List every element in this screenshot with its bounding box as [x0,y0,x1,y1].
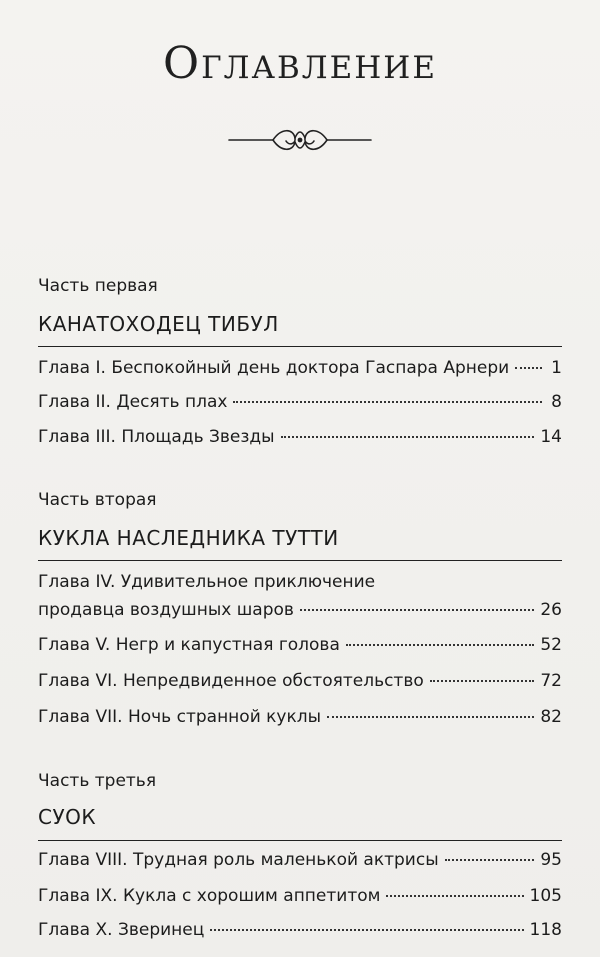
chapter-title: Глава I. Беспокойный день доктора Гаспара Арнери [38,358,510,378]
toc-entry[interactable] [38,886,562,914]
dot-leader [233,401,542,403]
divider [38,560,562,561]
chapter-title: Глава VIII. Трудная роль маленькой актрисы [38,850,439,870]
chapter-title: Глава IX. Кукла с хорошим аппетитом [38,886,381,906]
divider [38,840,562,841]
toc-entry[interactable] [38,850,562,878]
part-title: КАНАТОХОДЕЦ ТИБУЛ [38,312,279,336]
dot-leader [210,929,523,931]
page-number: 1 [551,358,562,378]
chapter-title: Глава III. Площадь Звезды [38,427,275,447]
page-title: Оглавление [163,38,437,89]
dot-leader [515,367,542,369]
part-label: Часть первая [38,276,158,296]
toc-entry[interactable] [38,920,562,948]
toc-entry[interactable] [38,392,562,420]
toc-entry[interactable] [38,600,562,628]
toc-entry[interactable] [38,358,562,386]
ornament-icon [225,120,375,160]
page-number: 82 [540,707,562,727]
page-number: 52 [540,635,562,655]
part-title: СУОК [38,805,97,829]
page-number: 72 [540,671,562,691]
page-number: 95 [540,850,562,870]
dot-leader [327,716,534,718]
divider [38,346,562,347]
chapter-title: Глава VI. Непредвиденное обстоятельство [38,671,424,691]
toc-entry[interactable] [38,671,562,699]
page-number: 14 [540,427,562,447]
chapter-title: Глава II. Десять плах [38,392,228,412]
dot-leader [281,436,535,438]
toc-entry[interactable] [38,635,562,663]
part-label: Часть вторая [38,490,157,510]
dot-leader [430,680,535,682]
dot-leader [386,895,523,897]
page-number: 26 [540,600,562,620]
toc-entry[interactable] [38,427,562,455]
page-number: 118 [529,920,562,940]
dot-leader [445,859,535,861]
chapter-title-continued: продавца воздушных шаров [38,600,294,620]
part-title: КУКЛА НАСЛЕДНИКА ТУТТИ [38,526,339,550]
dot-leader [300,609,534,611]
chapter-title: Глава X. Зверинец [38,920,205,940]
page-number: 105 [529,886,562,906]
toc-entry[interactable] [38,707,562,735]
dot-leader [346,644,534,646]
chapter-title: Глава VII. Ночь странной куклы [38,707,322,727]
page-number: 8 [551,392,562,412]
part-label: Часть третья [38,771,157,791]
chapter-title: Глава V. Негр и капустная голова [38,635,340,655]
chapter-title[interactable]: Глава IV. Удивительное приключение [38,572,376,592]
